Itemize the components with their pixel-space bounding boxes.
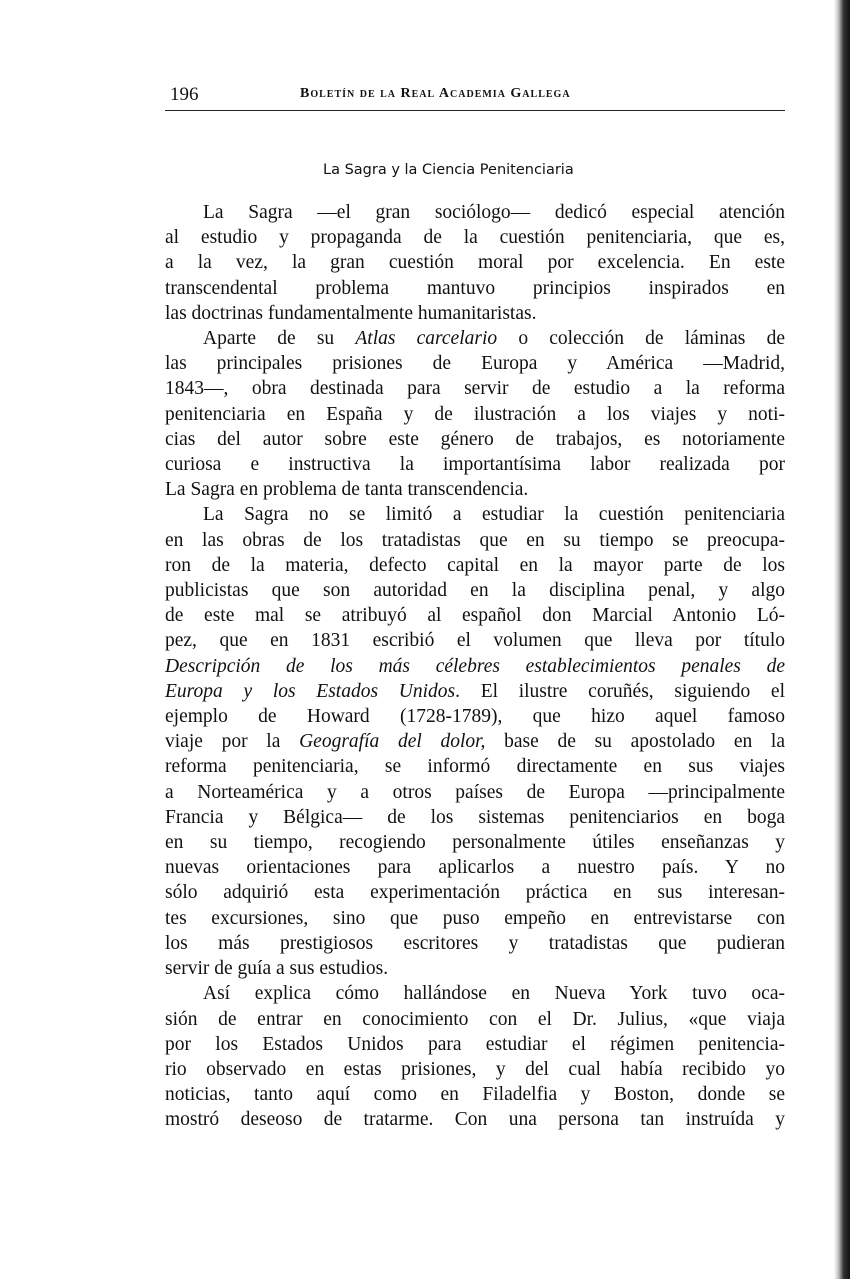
- text-run: en las obras de los tratadistas que en su tiempo se preocupa-: [165, 529, 785, 551]
- text-line: [165, 830, 785, 855]
- text-line: [165, 351, 785, 376]
- text-line: [165, 402, 785, 427]
- text-line: [165, 780, 785, 805]
- italic-title: Geografía del dolor,: [299, 731, 486, 753]
- text-run: pez, que en 1831 escribió el volumen que lleva por título: [165, 630, 785, 652]
- text-run: en su tiempo, recogiendo personalmente útiles enseñanzas y: [165, 832, 785, 854]
- text-run: las doctrinas fundamentalmente humanitaristas.: [165, 302, 537, 324]
- italic-title: Atlas carcelario: [355, 328, 498, 350]
- text-line: [165, 628, 785, 653]
- text-run: ron de la materia, defecto capital en la mayor parte de los: [165, 554, 785, 576]
- text-run: transcendental problema mantuvo principios inspirados en: [165, 277, 785, 299]
- text-line: [165, 956, 785, 981]
- running-title: Boletín de la Real Academia Gallega: [300, 86, 571, 101]
- text-line: [165, 427, 785, 452]
- text-line: [165, 603, 785, 628]
- text-run: nuevas orientaciones para aplicarlos a nuestro país. Y no: [165, 857, 785, 879]
- text-run: sólo adquirió esta experimentación práctica en sus interesan-: [165, 882, 785, 904]
- text-run: a la vez, la gran cuestión moral por excelencia. En este: [165, 252, 785, 274]
- text-run: noticias, tanto aquí como en Filadelfia y Boston, donde se: [165, 1084, 785, 1106]
- text-line: [165, 276, 785, 301]
- text-line: [165, 528, 785, 553]
- text-run: cias del autor sobre este género de trabajos, es notoriamente: [165, 428, 785, 450]
- text-run: a Norteamérica y a otros países de Europa —principalmente: [165, 781, 785, 803]
- text-line: [165, 855, 785, 880]
- text-line: [165, 225, 785, 250]
- italic-title: Europa y los Estados Unidos: [165, 680, 456, 702]
- text-line: [165, 250, 785, 275]
- body-text: [165, 200, 785, 1133]
- text-run: La Sagra no se limitó a estudiar la cuestión penitenciaria: [203, 504, 785, 526]
- italic-title: Descripción de los más célebres establecimientos penales de: [165, 655, 785, 677]
- text-line: [165, 906, 785, 931]
- text-line: [165, 200, 785, 225]
- text-line: [165, 477, 785, 502]
- text-run: Francia y Bélgica— de los sistemas penitenciarios en boga: [165, 806, 785, 828]
- text-run: base de su apostolado en la: [485, 731, 785, 753]
- text-line: [165, 553, 785, 578]
- text-run: 1843—, obra destinada para servir de estudio a la reforma: [165, 378, 785, 400]
- text-run: las principales prisiones de Europa y América —Madrid,: [165, 353, 785, 375]
- scan-edge-shadow: [834, 0, 850, 1279]
- text-line: [165, 931, 785, 956]
- text-line: [165, 729, 785, 754]
- text-line: [165, 1107, 785, 1132]
- text-line: [165, 1082, 785, 1107]
- paragraph: [165, 502, 785, 981]
- text-run: sión de entrar en conocimiento con el Dr. Julius, «que viaja: [165, 1008, 785, 1030]
- text-line: [165, 704, 785, 729]
- text-run: los más prestigiosos escritores y tratadistas que pudieran: [165, 932, 785, 954]
- text-line: [165, 981, 785, 1006]
- text-run: publicistas que son autoridad en la disciplina penal, y algo: [165, 580, 785, 602]
- section-title: La Sagra y la Ciencia Penitenciaria: [323, 162, 574, 178]
- text-line: [165, 1057, 785, 1082]
- text-run: Aparte de su: [203, 328, 356, 350]
- text-line: [165, 754, 785, 779]
- page-number: 196: [170, 84, 199, 105]
- text-line: [165, 880, 785, 905]
- text-run: viaje por la: [165, 731, 300, 753]
- text-line: [165, 301, 785, 326]
- text-run: La Sagra —el gran sociólogo— dedicó especial atención: [203, 202, 785, 223]
- paragraph: [165, 981, 785, 1132]
- text-line: [165, 502, 785, 527]
- text-line: [165, 578, 785, 603]
- text-run: de este mal se atribuyó al español don Marcial Antonio Ló-: [165, 605, 785, 627]
- text-run: Así explica cómo hallándose en Nueva York tuvo oca-: [203, 983, 785, 1005]
- text-line: [165, 326, 785, 351]
- text-line: [165, 1007, 785, 1032]
- text-run: o colección de láminas de: [497, 328, 785, 350]
- text-run: La Sagra en problema de tanta transcendencia.: [165, 479, 529, 501]
- text-run: . El ilustre coruñés, siguiendo el: [455, 680, 785, 702]
- text-run: mostró deseoso de tratarme. Con una persona tan instruída y: [165, 1109, 785, 1131]
- text-run: penitenciaria en España y de ilustración a los viajes y noti-: [165, 403, 785, 425]
- text-run: al estudio y propaganda de la cuestión penitenciaria, que es,: [165, 227, 785, 249]
- text-run: ejemplo de Howard (1728-1789), que hizo aquel famoso: [165, 706, 785, 728]
- text-run: rio observado en estas prisiones, y del cual había recibido yo: [165, 1058, 785, 1080]
- text-run: curiosa e instructiva la importantísima labor realizada por: [165, 454, 785, 476]
- text-line: [165, 654, 785, 679]
- paragraph: [165, 326, 785, 502]
- text-line: [165, 1032, 785, 1057]
- text-line: [165, 376, 785, 401]
- text-run: servir de guía a sus estudios.: [165, 958, 389, 980]
- text-run: tes excursiones, sino que puso empeño en entrevistarse con: [165, 907, 785, 929]
- text-run: por los Estados Unidos para estudiar el régimen penitencia-: [165, 1033, 785, 1055]
- paragraph: [165, 200, 785, 326]
- text-line: [165, 452, 785, 477]
- header-rule: [165, 110, 785, 111]
- text-run: reforma penitenciaria, se informó directamente en sus viajes: [165, 756, 785, 778]
- text-line: [165, 805, 785, 830]
- text-line: [165, 679, 785, 704]
